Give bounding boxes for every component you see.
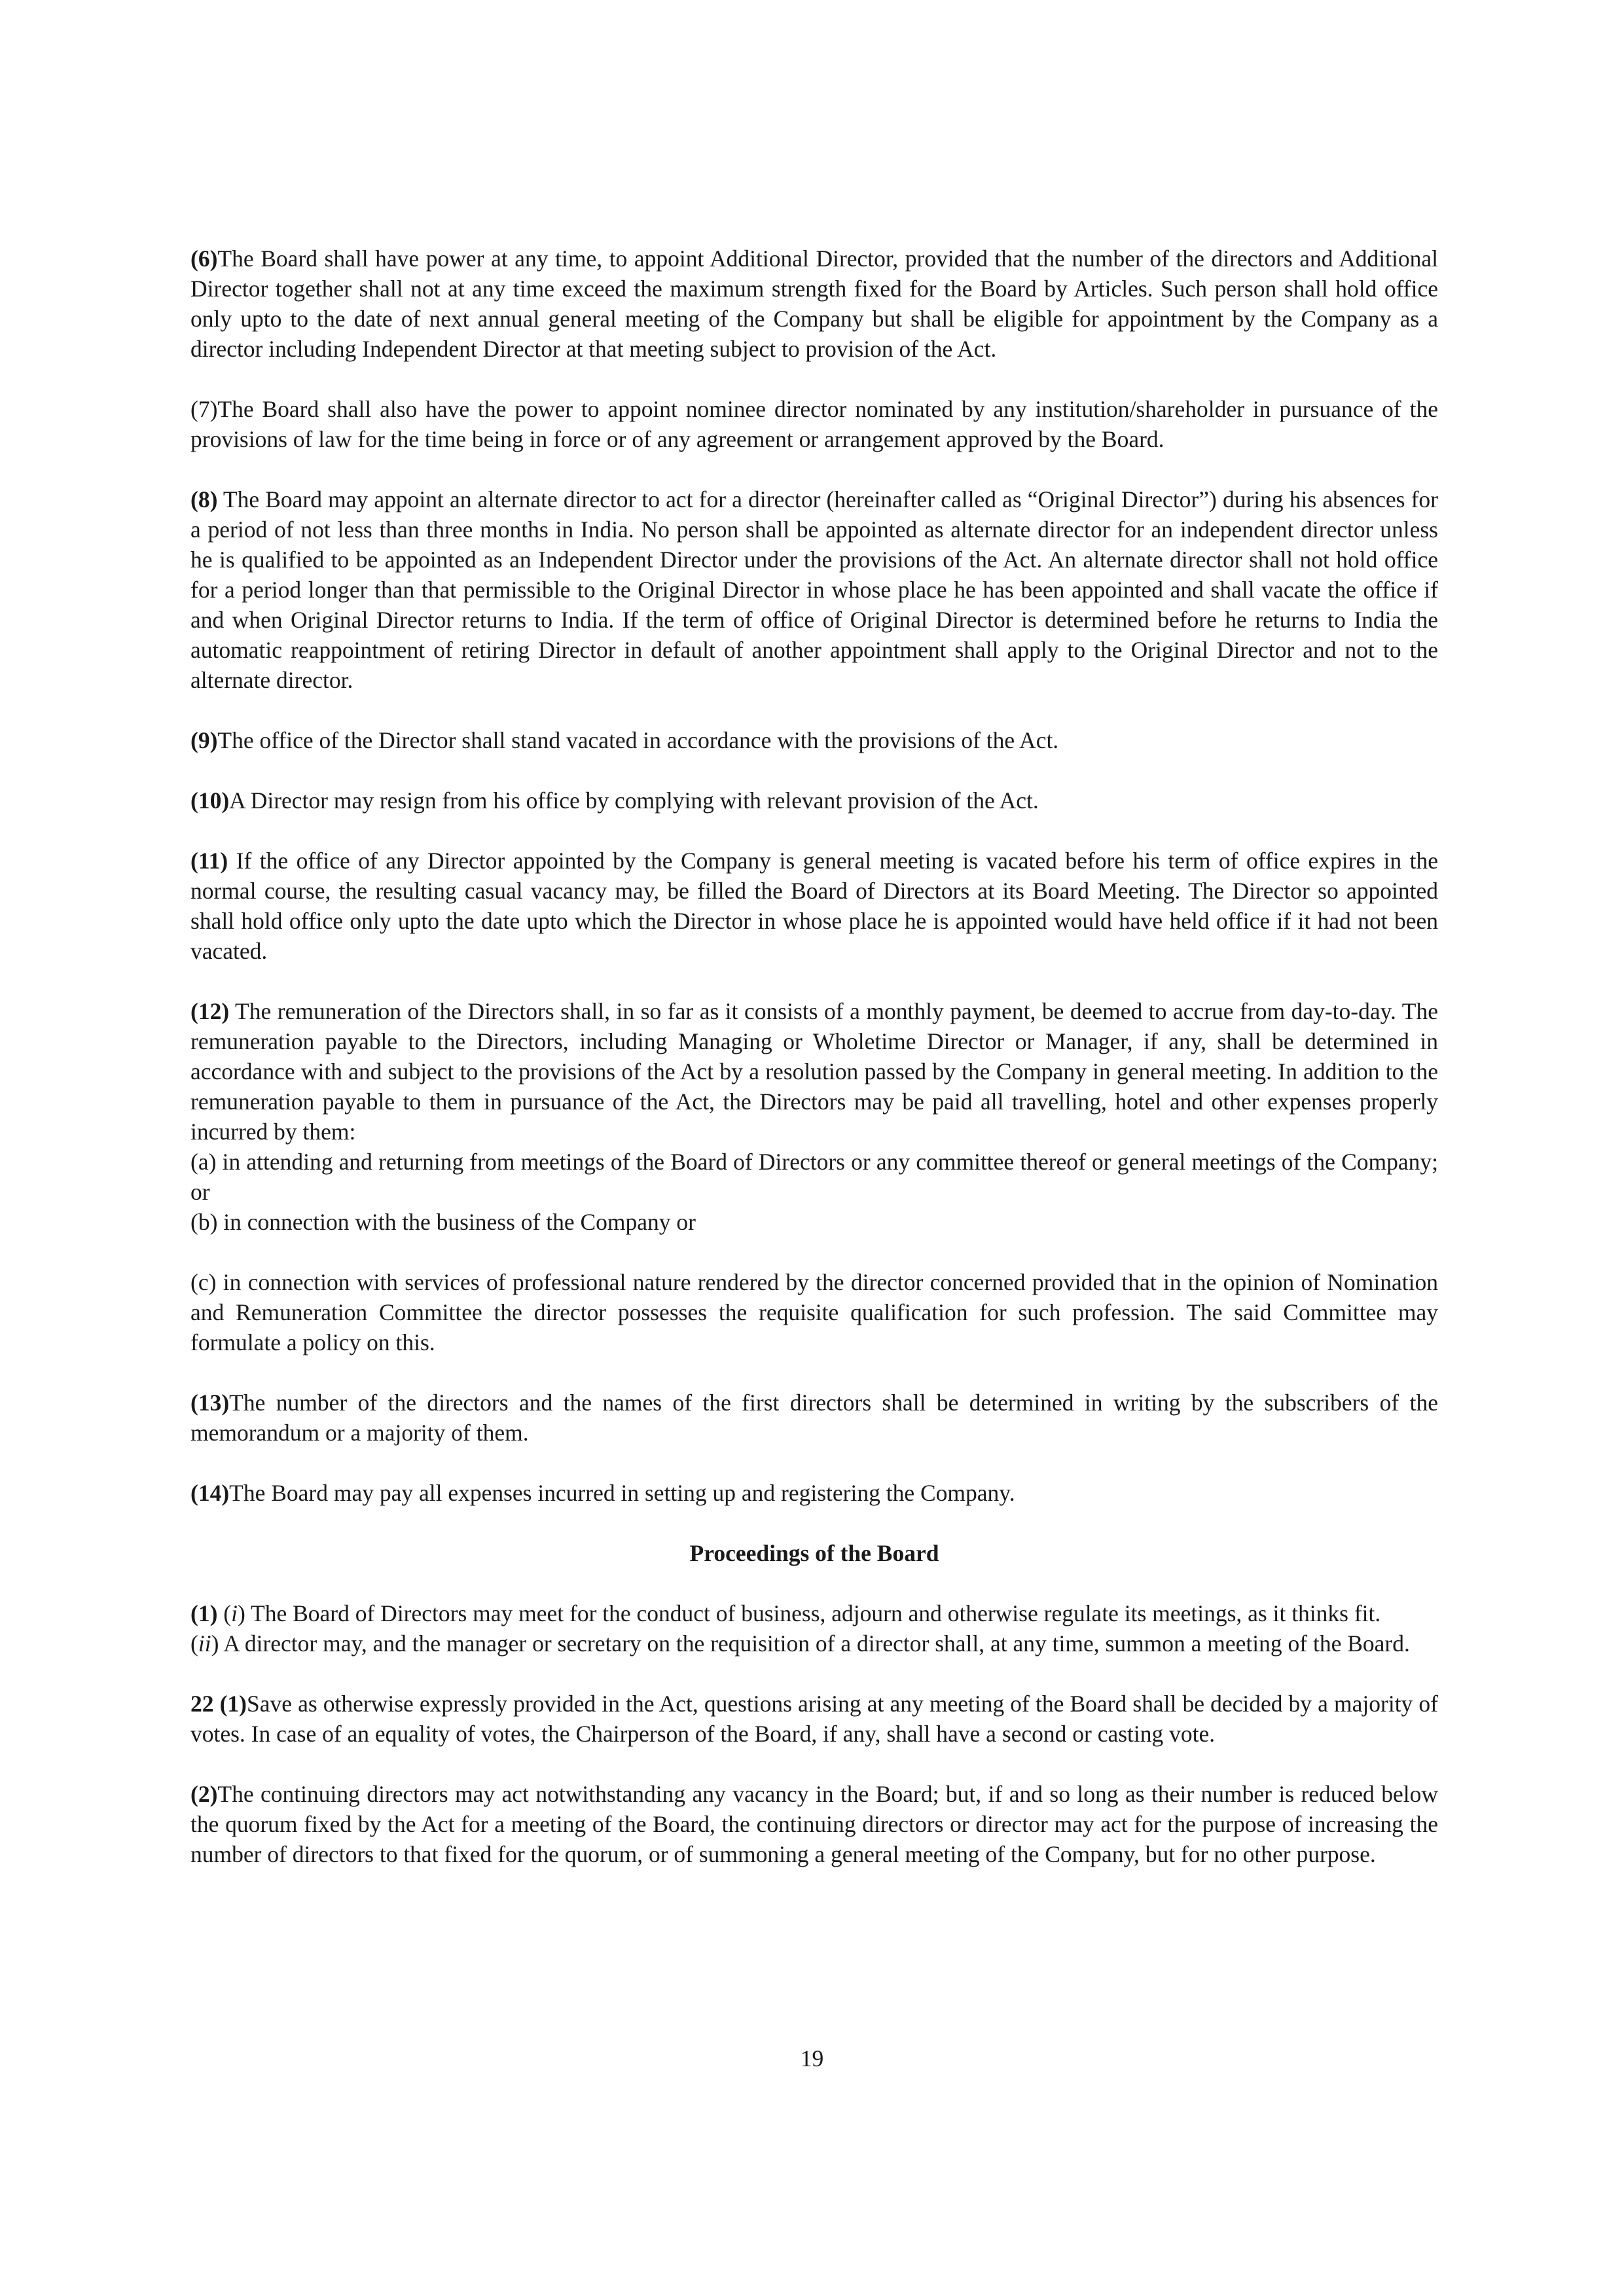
clause-text: Save as otherwise expressly provided in the Act, questions arising at any meeting of the Board shall be decided by a majority of votes. In case of an equality of votes, the Chairperson of the Board, if any, shall have a second or casting vote. — [190, 1691, 1438, 1747]
clause-14 — [190, 1478, 1438, 1508]
document-body — [190, 243, 1438, 1899]
clause-number: (2) — [190, 1781, 218, 1807]
clause-text: The Board may appoint an alternate director to act for a director (hereinafter called as “Original Director”) during his absences for a period of not less than three months in India. No person shall be appointed as alternate director for an independent director unless he is qualified to be appointed as an Independent Director under the provisions of the Act. An alternate director shall not hold office for a period longer than that permissible to the Original Director in whose place he has been appointed and shall vacate the office if and when Original Director returns to India. If the term of office of Original Director is determined before he returns to India the automatic reappointment of retiring Director in default of another appointment shall apply to the Original Director and not to the alternate director. — [190, 486, 1438, 693]
clause-13 — [190, 1388, 1438, 1448]
proceedings-clause-1-ii: (ii) A director may, and the manager or secretary on the requisition of a director shall, at any time, summon a meeting of the Board. — [190, 1630, 1410, 1657]
clause-text: The office of the Director shall stand vacated in accordance with the provisions of the Act. — [217, 727, 1059, 753]
roman-numeral: ii — [198, 1630, 211, 1657]
clause-12-item-b: (b) in connection with the business of the Company or — [190, 1209, 696, 1235]
clause-number: (8) — [190, 486, 218, 512]
clause-text: The continuing directors may act notwithstanding any vacancy in the Board; but, if and so long as their number is reduced below the quorum fixed by the Act for a meeting of the Board, the continuing directors or director may act for the purpose of increasing the number of directors to that fixed for the quorum, or of summoning a general meeting of the Company, but for no other purpose. — [190, 1781, 1438, 1867]
page-number: 19 — [800, 2045, 824, 2072]
clause-22-2 — [190, 1779, 1438, 1869]
clause-number: (1) — [190, 1600, 218, 1626]
section-heading: Proceedings of the Board — [689, 1540, 939, 1566]
clause-number: (11) — [190, 848, 228, 874]
clause-text: A Director may resign from his office by complying with relevant provision of the Act. — [229, 787, 1039, 814]
clause-6 — [190, 243, 1438, 364]
clause-number: 22 (1) — [190, 1691, 247, 1717]
clause-number: (13) — [190, 1390, 230, 1416]
proceedings-clause-1: (1) (i) The Board of Directors may meet for the conduct of business, adjourn and otherwise regulate its meetings, as it thinks fit. (ii) A director may, and the manager or secretary on the requisition of a director shall, at any time, summon a meeting of the Board. — [190, 1598, 1438, 1659]
clause-text: The number of the directors and the names of the first directors shall be determined in writing by the subscribers of the memorandum or a majority of them. — [190, 1390, 1438, 1446]
clause-22-1 — [190, 1689, 1438, 1749]
clause-number: (12) — [190, 998, 230, 1024]
clause-number: (9) — [190, 727, 218, 753]
clause-8 — [190, 484, 1438, 695]
clause-text: If the office of any Director appointed by the Company is general meeting is vacated before his term of office expires in the normal course, the resulting casual vacancy may, be filled the Board of Directors at its Board Meeting. The Director so appointed shall hold office only upto the date upto which the Director in whose place he is appointed would have held office if it had not been vacated. — [190, 848, 1438, 964]
clause-7 — [190, 394, 1438, 454]
clause-12-item-c — [190, 1267, 1438, 1357]
clause-text: ) The Board of Directors may meet for the conduct of business, adjourn and otherwise regulate its meetings, as it thinks fit. — [237, 1600, 1381, 1626]
clause-12-item-a: (a) in attending and returning from meetings of the Board of Directors or any committee thereof or general meetings of the Company; or — [190, 1149, 1438, 1205]
clause-text: The Board may pay all expenses incurred in setting up and registering the Company. — [229, 1480, 1015, 1506]
clause-11 — [190, 846, 1438, 966]
clause-9 — [190, 725, 1438, 755]
clause-number: (14) — [190, 1480, 230, 1506]
clause-number: (10) — [190, 787, 230, 814]
roman-numeral: i — [231, 1600, 238, 1626]
clause-10 — [190, 785, 1438, 816]
clause-text: (c) in connection with services of professional nature rendered by the director concerned provided that in the opinion of Nomination and Remuneration Committee the director possesses the requisite qualification for such profession. The said Committee may formulate a policy on this. — [190, 1269, 1438, 1355]
clause-text: ) A director may, and the manager or secretary on the requisition of a director shall, at any time, summon a meeting of the Board. — [211, 1630, 1410, 1657]
clause-12 — [190, 996, 1438, 1237]
clause-text: (7)The Board shall also have the power to appoint nominee director nominated by any institution/shareholder in pursuance of the provisions of law for the time being in force or of any agreement or arrangement approved by the Board. — [190, 396, 1438, 452]
clause-number: (6) — [190, 245, 218, 272]
clause-text: The Board shall have power at any time, to appoint Additional Director, provided that the number of the directors and Additional Director together shall not at any time exceed the maximum strength fixed for the Board by Articles. Such person shall hold office only upto to the date of next annual general meeting of the Company but shall be eligible for appointment by the Company as a director including Independent Director at that meeting subject to provision of the Act. — [190, 245, 1438, 362]
clause-text: The remuneration of the Directors shall, in so far as it consists of a monthly payment, be deemed to accrue from day-to-day. The remuneration payable to the Directors, including Managing or Wholetime Director or Manager, if any, shall be determined in accordance with and subject to the provisions of the Act by a resolution passed by the Company in general meeting. In addition to the remuneration payable to them in pursuance of the Act, the Directors may be paid all travelling, hotel and other expenses properly incurred by them: — [190, 998, 1438, 1145]
